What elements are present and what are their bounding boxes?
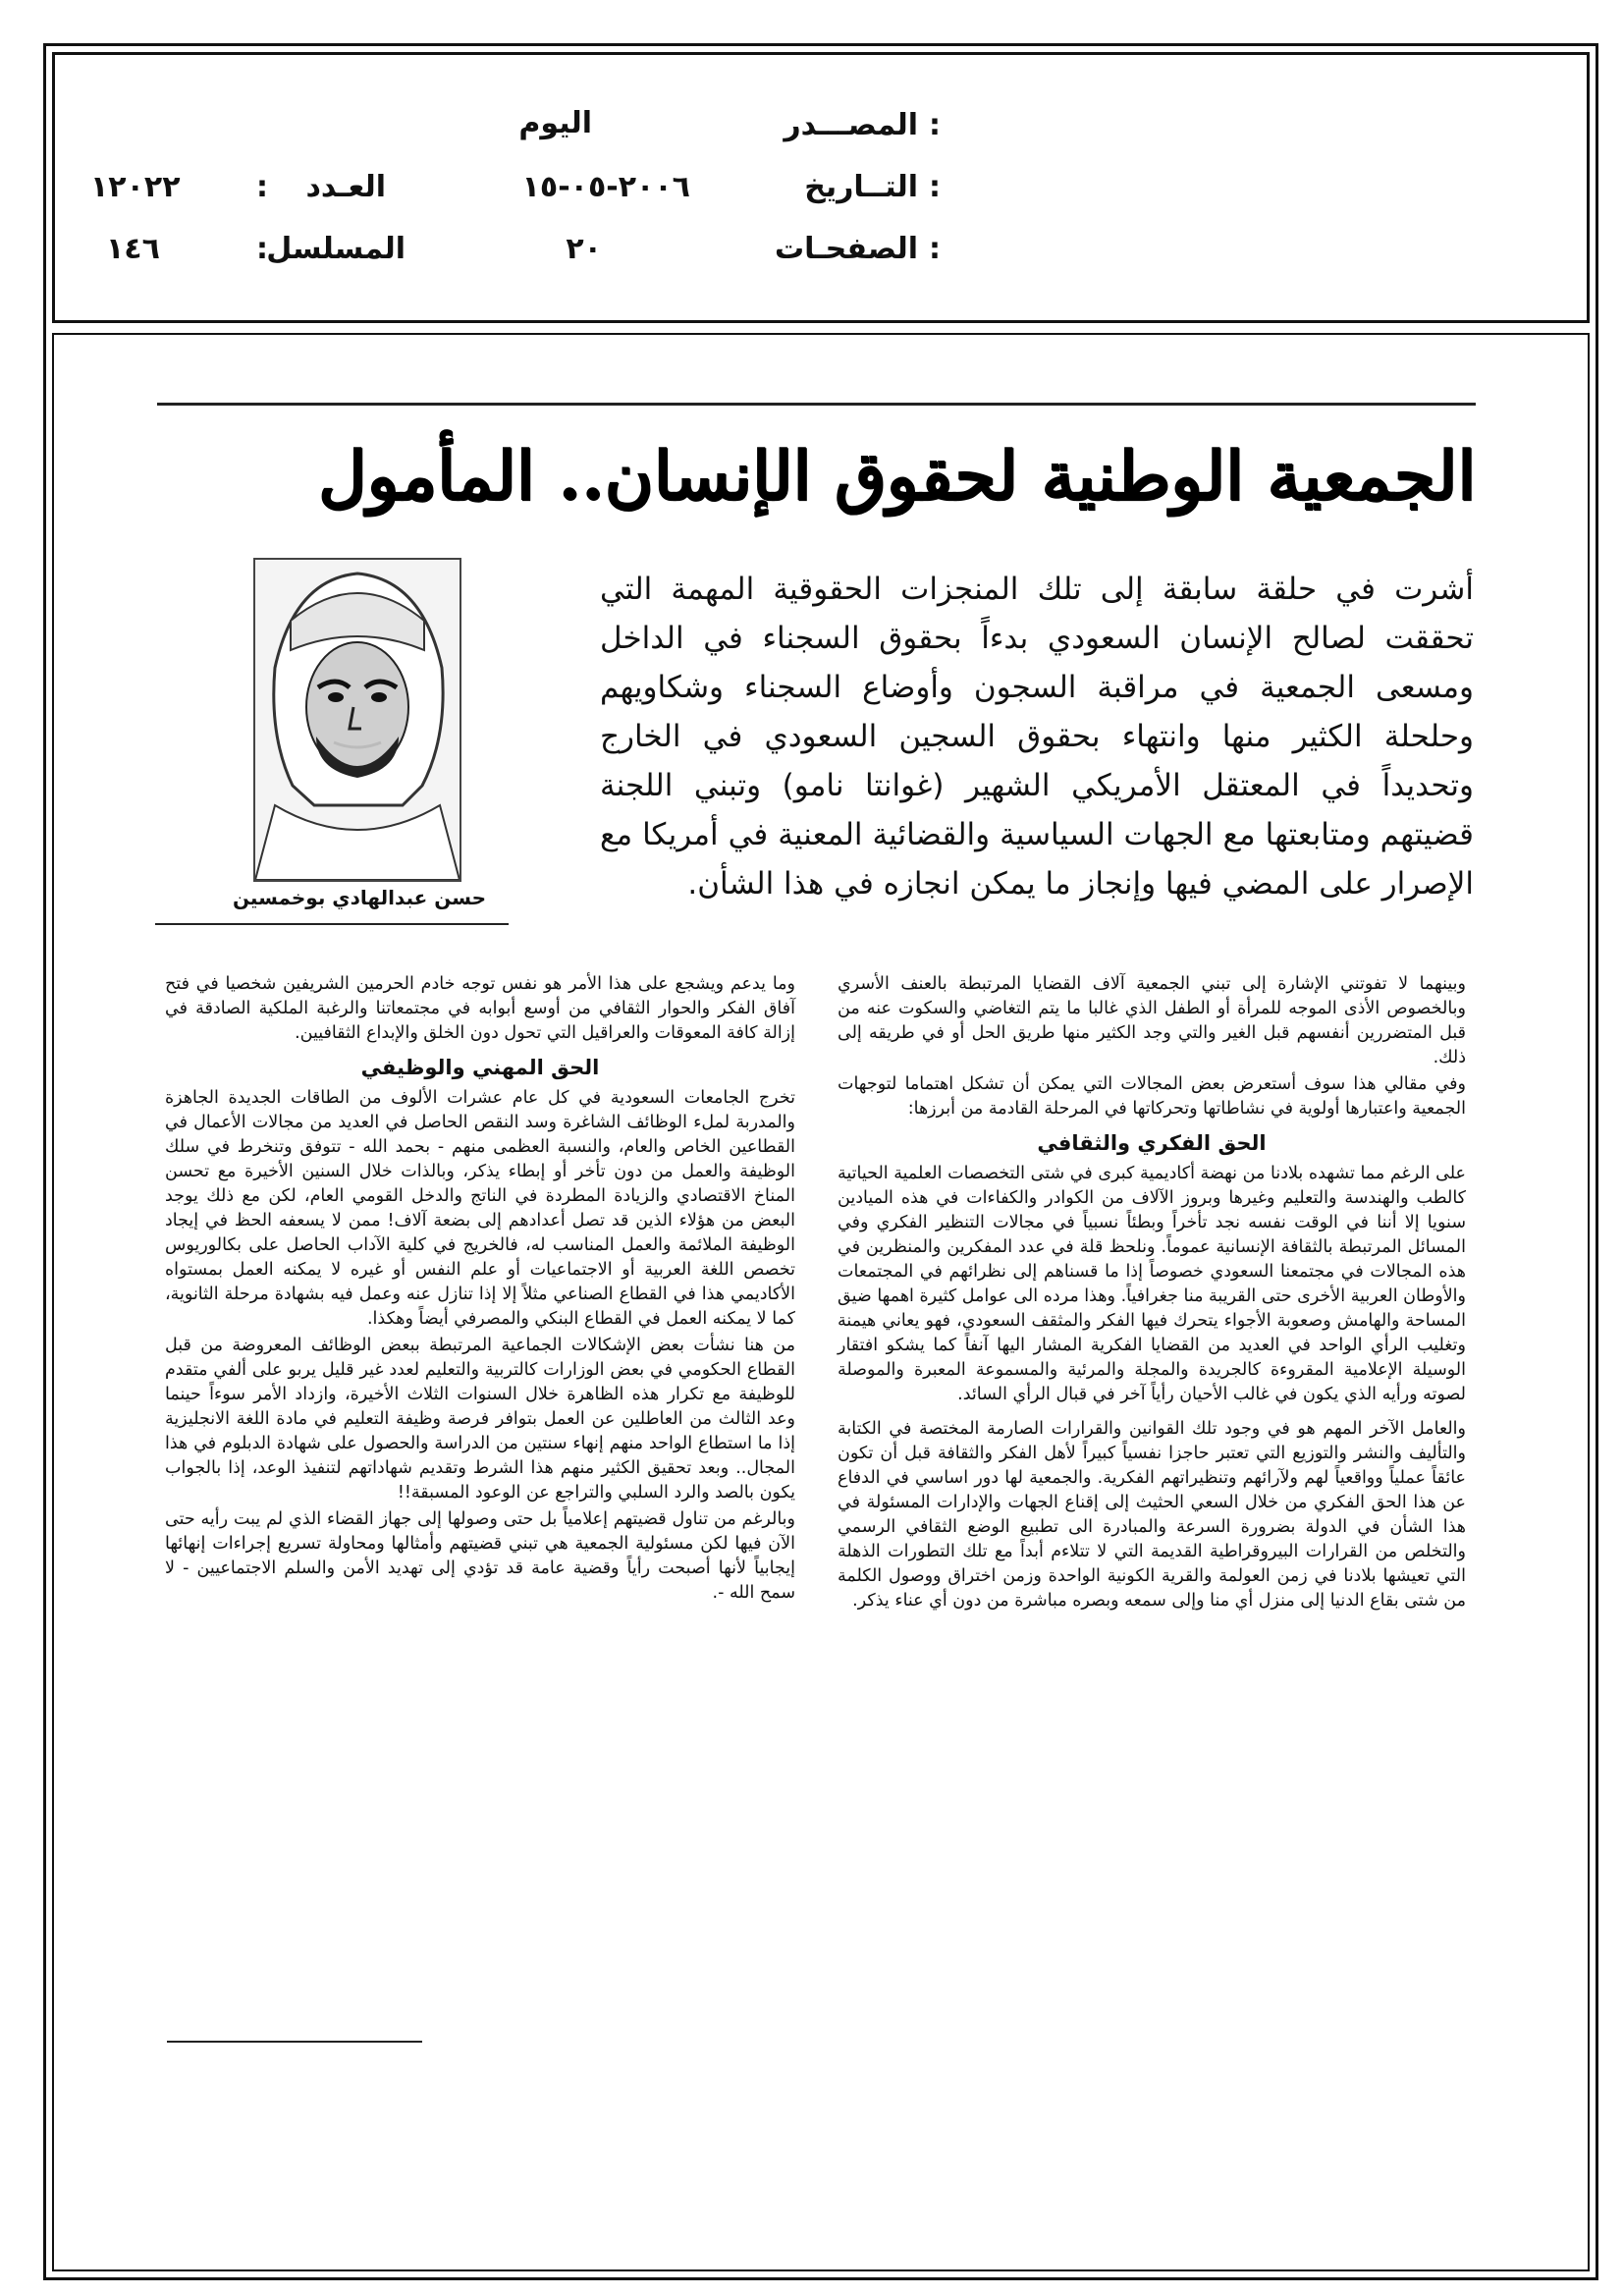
left-column	[165, 972, 795, 1608]
right-column	[838, 972, 1466, 1615]
right-subheading: الحق الفكري والثقافي	[1037, 1131, 1267, 1155]
intro-rule	[155, 923, 509, 925]
source-colon: :	[929, 108, 941, 142]
pages-colon: :	[929, 232, 941, 266]
author-portrait	[253, 558, 461, 882]
source-label: المصـــدر	[784, 108, 918, 142]
author-byline: حسن عبدالهادي بوخمسين	[232, 886, 487, 909]
issue-label: العـدد	[305, 170, 386, 204]
right-paragraph-2: وفي مقالي هذا سوف أستعرض بعض المجالات التي يمكن أن تشكل اهتماما لتوجهات الجمعية واعتبارها أولوية في نشاطاتها وتحركاتها في المرحلة القادمة من أبرزها:	[838, 1074, 1466, 1119]
serial-value: ١٤٦	[106, 232, 160, 266]
headline-rule	[157, 403, 1476, 406]
article-intro: أشرت في حلقة سابقة إلى تلك المنجزات الحقوقية المهمة التي تحققت لصالح الإنسان السعودي بدءاً بحقوق السجناء في الداخل ومسعى الجمعية في مراقبة السجون وأوضاع السجناء وشكاويهم وحلحلة الكثير منها وانتهاء بحقوق السجين السعودي في الخارج وتحديداً في المعتقل الأمريكي الشهير (غوانتا نامو) وتبني اللجنة قضيتهم ومتابعتها مع الجهات السياسية والقضائية المعنية في أمريكا مع الإصرار على المضي فيها وإنجاز ما يمكن انجازه في هذا الشأن.	[600, 572, 1474, 902]
left-paragraph-1: تخرج الجامعات السعودية في كل عام عشرات الألوف من الطاقات الجديدة الجاهزة والمدربة لملء الوظائف الشاغرة وسد النقص الحاصل في العديد من مجالات الأعمال في القطاعين الخاص والعام، والنسبة العظمى منهم - بحمد الله - تتوفق وتنخرط في سلك الوظيفة والعمل من دون تأخر أو إبطاء يذكر، وبالذات خلال السنين الأخيرة مع تحسن المناخ الاقتصادي والزيادة المطردة في الناتج والدخل القومي العام، لكن مع ذلك يوجد البعض من هؤلاء الذين قد تصل أعدادهم إلى بضعة آلاف! ممن لا يسعفه الحظ في إيجاد الوظيفة الملائمة والعمل المناسب له، فالخريج في كلية الآداب الحاصل على بكالوريوس تخصص اللغة العربية أو الاجتماعيات أو علم النفس أو غيره لا يمكنه العمل بمستواه الأكاديمي هذا في القطاع الصناعي مثلاً إلا إذا تنازل عنه وعمل فيه بشهادة مرحلة الثانوية، كما لا يمكنه العمل في القطاع البنكي والمصرفي أيضاً وهكذا.	[165, 1088, 795, 1329]
serial-label: المسلسل	[266, 232, 406, 266]
right-paragraph-3: على الرغم مما تشهده بلادنا من نهضة أكاديمية كبرى في شتى التخصصات العلمية الحياتية كالطب والهندسة والتعليم وغيرها وبروز الآلاف من الكوادر والكفاءات في هذه الميادين سنويا إلا أننا في الوقت نفسه نجد تأخراً وبطئاً نسبياً في مجالات التنظير الفكري وفي المسائل المرتبطة بالثقافة الإنسانية عموماً. ونلحظ قلة في عدد المفكرين والمنظرين في هذه المجالات في مجتمعنا السعودي خصوصاً إذا ما قسناهم إلى نظرائهم في المجتمعات والأوطان العربية الأخرى حتى القريبة منا جغرافياً. وهذا مرده الى عوامل كثيرة اهمها ضيق المساحة والهامش وصعوبة الأجواء يتحرك فيها الفكر والمثقف السعودي، فهو يعاني هيمنة وتغليب الرأي الواحد في العديد من القضايا الفكرية المشار اليها آنفاً كما يشكو افتقار الوسيلة الإعلامية المقروءة كالجريدة والمجلة والمرئية والمسموعة المعبرة والموصلة لصوته ورأيه الذي يكون في غالب الأحيان رأياً آخر في قبال الرأي السائد.	[838, 1164, 1466, 1404]
right-paragraph-4: والعامل الآخر المهم هو في وجود تلك القوانين والقرارات الصارمة المختصة في الكتابة والتأليف والنشر والتوزيع التي تعتبر حاجزا نفسياً كبيراً لأهل الفكر والثقافة قبل أن تكون عائقاً عملياً وواقعياً لهم ولآرائهم وتنظيراتهم الفكرية. والجمعية لها دور اساسي في الدفاع عن هذا الحق الفكري من خلال السعي الحثيث إلى إقناع الجهات والإدارات المسئولة في هذا الشأن في الدولة بضرورة السرعة والمبادرة الى تطبيع الوضع الثقافي الرسمي والتخلص من القرارات البيروقراطية القديمة التي لا تتلاءم أبداً مع تلك التطورات الذهلة التي تعيشها بلادنا في زمن العولمة والقرية الكونية الواحدة وزمن اختراق ووصول الكلمة من شتى بقاع الدنيا إلى منزل أي منا وإلى سمعه وبصره مباشرة من دون أي عناء يذكر.	[838, 1419, 1466, 1611]
left-paragraph-intro: وما يدعم ويشجع على هذا الأمر هو نفس توجه خادم الحرمين الشريفين شخصيا في فتح آفاق الفكر والحوار الثقافي من أوسع أبوابه في مجتمعاتنا والرغبة الملكية الصادقة في إزالة كافة المعوقات والعراقيل التي تحول دون الخلق والإبداع الثقافيين.	[165, 974, 795, 1043]
date-label: التــاريخ	[804, 170, 918, 204]
left-paragraph-2: من هنا نشأت بعض الإشكالات الجماعية المرتبطة ببعض الوظائف المعروضة من قبل القطاع الحكومي في بعض الوزارات كالتربية والتعليم لعدد غير قليل يربو على ألفي متقدم للوظيفة مع تكرار هذه الظاهرة خلال السنوات الثلاث الأخيرة، وازداد الأمر سوءاً حينما وعد الثالث من العاطلين عن العمل بتوافر فرصة وظيفة التعليم في مادة اللغة الانجليزية إذا ما استطاع الواحد منهم إنهاء سنتين من الدراسة والحصول على شهادة الدبلوم في هذا المجال.. وبعد تحقيق الكثير منهم هذا الشرط وتقديم شهاداتهم لتنفيذ الوعد، إذا بالجواب يكون بالصد والرد السلبي والتراجع عن الوعود المسبقة!!	[165, 1336, 795, 1503]
left-subheading: الحق المهني والوظيفي	[360, 1056, 600, 1079]
author-photo-icon	[255, 560, 460, 880]
pages-value: ٢٠	[566, 232, 602, 266]
issue-colon: :	[256, 170, 268, 204]
source-value: اليوم	[518, 106, 592, 140]
serial-colon: :	[256, 232, 268, 266]
article-headline: الجمعية الوطنية لحقوق الإنسان.. المأمول	[317, 437, 1476, 516]
date-value: ٢٠٠٦-٠٥-١٥	[521, 170, 690, 204]
left-paragraph-3: وبالرغم من تناول قضيتهم إعلامياً بل حتى وصولها إلى جهاز القضاء الذي لم يبت رأيه حتى الآن فيها لكن مسئولية الجمعية هي تبني قضيتهم وأمثالها ومحاولة تسريع إجراءات إنهائها إيجابياً لأنها أصبحت رأياً وقضية عامة قد تؤدي إلى تهديد الأمن والسلم الاجتماعيين - لا سمح الله -.	[165, 1509, 795, 1603]
article-end-rule	[167, 2041, 422, 2043]
pages-label: الصفحـات	[775, 232, 918, 266]
date-colon: :	[929, 170, 941, 204]
right-paragraph-1: وبينهما لا تفوتني الإشارة إلى تبني الجمعية آلاف القضايا المرتبطة بالعنف الأسري وبالخصوص الأذى الموجه للمرأة أو الطفل الذي غالبا ما يتم التغاضي والسكوت عنه من قبل المتضررين أنفسهم قبل الغير والتي وجد الكثير منها طريق الحل أو في طريقه إلى ذلك.	[838, 974, 1466, 1067]
issue-value: ١٢٠٢٢	[90, 170, 181, 204]
